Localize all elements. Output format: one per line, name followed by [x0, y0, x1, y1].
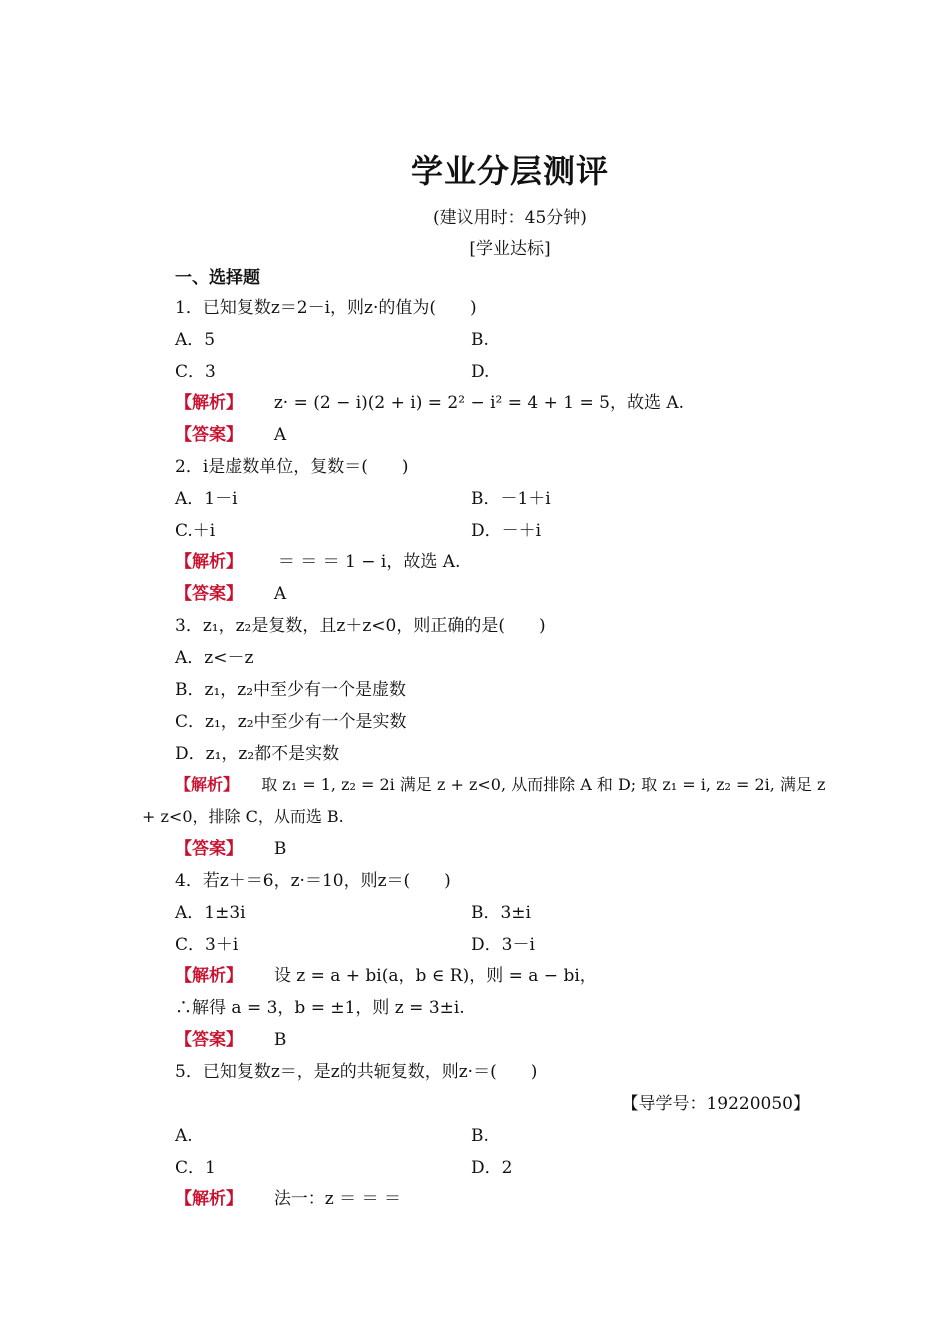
analysis-tag: 【解析】	[175, 1189, 243, 1209]
q4-option-a: A．1±3i	[175, 903, 246, 923]
level-heading: [学业达标]	[469, 239, 551, 259]
answer-tag: 【答案】	[175, 839, 243, 859]
q5-stem: 5．已知复数z＝，是z的共轭复数，则z·＝( )	[175, 1062, 538, 1082]
q4-analysis-text-2: ∴解得 a = 3，b = ±1，则 z = 3±i.	[175, 998, 465, 1018]
q3-answer-text: B	[273, 839, 287, 859]
q3-option-c: C．z₁，z₂中至少有一个是实数	[175, 712, 407, 732]
q1-stem: 1．已知复数z＝2－i，则z·的值为( )	[175, 298, 477, 318]
section-heading: 一、选择题	[175, 268, 260, 288]
q5-option-b: B.	[471, 1126, 489, 1146]
q3-option-d: D．z₁，z₂都不是实数	[175, 744, 340, 764]
q3-option-b: B．z₁，z₂中至少有一个是虚数	[175, 680, 407, 700]
q4-answer	[175, 1029, 286, 1051]
q2-answer-text: A	[273, 584, 287, 604]
q2-option-d: D．－＋i	[471, 521, 542, 541]
analysis-tag: 【解析】	[175, 552, 243, 572]
q1-answer-text: A	[273, 425, 287, 445]
answer-tag: 【答案】	[175, 584, 243, 604]
q1-answer	[175, 424, 286, 446]
q3-analysis	[175, 774, 825, 796]
q2-option-c: C.＋i	[175, 521, 216, 541]
analysis-tag: 【解析】	[175, 393, 243, 413]
q2-option-a: A．1－i	[175, 489, 238, 509]
q2-answer	[175, 583, 286, 605]
q2-option-b: B．－1＋i	[471, 489, 551, 509]
q3-option-a: A．z<－z	[175, 648, 254, 668]
q4-answer-text: B	[273, 1030, 287, 1050]
q2-stem: 2．i是虚数单位，复数＝( )	[175, 457, 409, 477]
q5-option-c: C．1	[175, 1158, 216, 1178]
q5-guide-number: 【导学号：19220050】	[621, 1094, 810, 1114]
q2-analysis	[175, 551, 460, 573]
q5-option-d: D．2	[471, 1158, 513, 1178]
q1-option-a: A．5	[175, 330, 216, 350]
q1-option-b: B.	[471, 330, 489, 350]
q2-analysis-text: ＝ ＝ ＝ 1 − i，故选 A.	[277, 552, 461, 572]
q1-analysis-text: z· = (2 − i)(2 + i) = 2² − i² = 4 + 1 = 5，故选 A.	[273, 393, 685, 413]
page-title: 学业分层测评	[410, 152, 609, 190]
answer-tag: 【答案】	[175, 425, 243, 445]
analysis-tag: 【解析】	[175, 775, 240, 794]
q4-analysis	[175, 965, 597, 987]
q5-analysis	[175, 1188, 401, 1210]
answer-tag: 【答案】	[175, 1030, 243, 1050]
analysis-tag: 【解析】	[175, 966, 243, 986]
q3-analysis-text-2: + z<0，排除 C，从而选 B.	[142, 807, 344, 826]
q4-option-c: C．3＋i	[175, 935, 239, 955]
q1-analysis	[175, 392, 684, 414]
q4-option-b: B．3±i	[471, 903, 531, 923]
q1-option-d: D.	[471, 362, 490, 382]
time-note: (建议用时：45分钟)	[433, 208, 587, 228]
q1-option-c: C．3	[175, 362, 216, 382]
q5-analysis-text: 法一：z ＝ ＝ ＝	[273, 1189, 401, 1209]
q4-analysis-text-1: 设 z = a + bi(a，b ∈ R)，则 = a − bi，	[273, 966, 597, 986]
q4-option-d: D．3－i	[471, 935, 535, 955]
q5-option-a: A.	[175, 1126, 193, 1146]
q3-analysis-text-1: 取 z₁ = 1, z₂ = 2i 满足 z + z<0, 从而排除 A 和 D; 取 z₁ = i, z₂ = 2i, 满足 z	[261, 775, 826, 794]
q4-stem: 4．若z＋＝6，z·＝10，则z＝( )	[175, 871, 451, 891]
q3-answer	[175, 838, 286, 860]
q3-stem: 3．z₁，z₂是复数，且z＋z<0，则正确的是( )	[175, 616, 546, 636]
